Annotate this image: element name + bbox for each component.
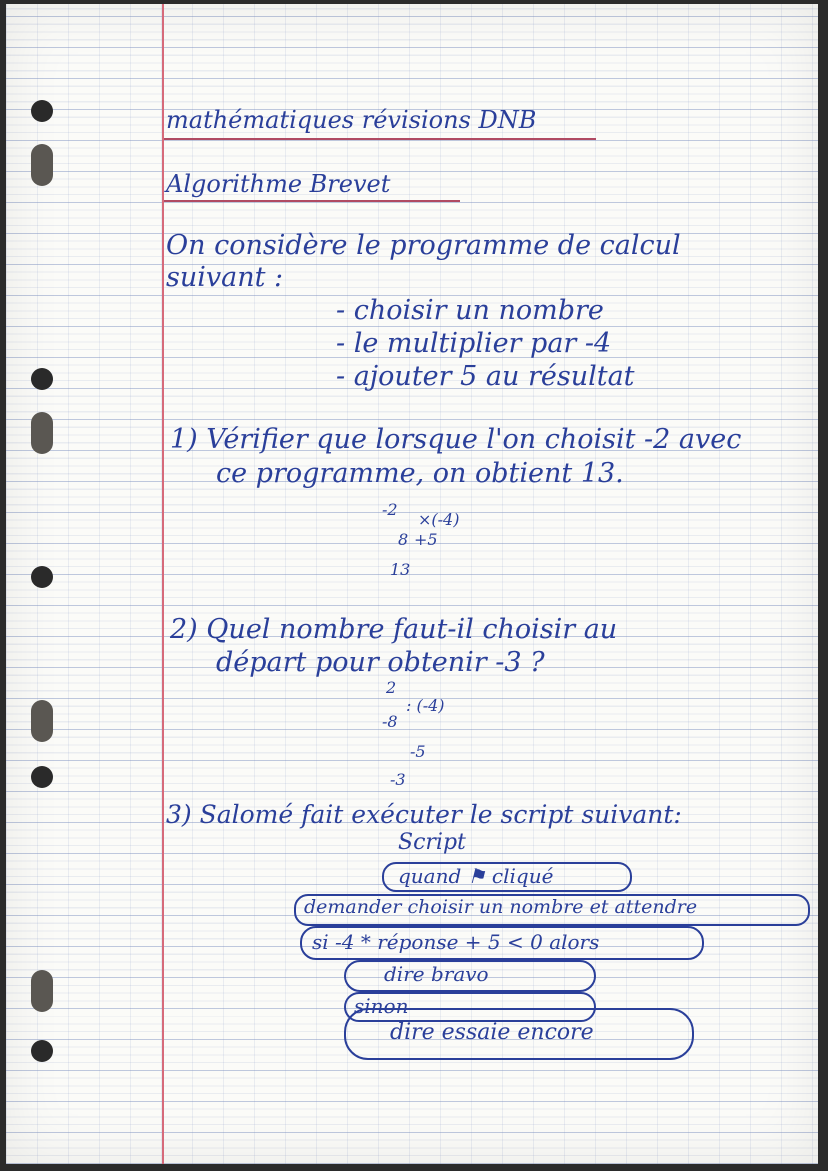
punch-hole xyxy=(31,566,53,588)
q2-answer: 2 xyxy=(386,678,397,697)
title-underline xyxy=(164,138,596,140)
q2-intermediate: -8 xyxy=(382,712,398,731)
script-block-text: quand ⚑ cliqué xyxy=(398,864,554,888)
question-1-line-2: ce programme, on obtient 13. xyxy=(216,458,624,489)
program-step-1: - choisir un nombre xyxy=(336,295,604,326)
q2-operation-1: : (-4) xyxy=(406,696,445,715)
script-block-text: dire essaie encore xyxy=(390,1020,594,1045)
script-block-text: sinon xyxy=(354,994,409,1018)
subtitle-underline xyxy=(164,200,460,202)
question-2-line-1: 2) Quel nombre faut-il choisir au xyxy=(170,614,618,645)
punch-hole xyxy=(31,100,53,122)
q1-result: 13 xyxy=(390,560,411,579)
punch-hole xyxy=(31,766,53,788)
q1-intermediate: 8 xyxy=(398,530,409,549)
punch-hole xyxy=(31,412,53,454)
intro-line-1: On considère le programme de calcul xyxy=(166,230,681,261)
script-title: Script xyxy=(398,830,466,855)
punch-hole xyxy=(31,970,53,1012)
q2-target: -3 xyxy=(390,770,406,789)
page-title: mathématiques révisions DNB xyxy=(166,106,537,134)
script-block-text: demander choisir un nombre et attendre xyxy=(304,896,698,918)
script-block-if xyxy=(300,926,704,960)
script-block-say-bravo xyxy=(344,960,596,992)
page-subtitle: Algorithme Brevet xyxy=(166,170,391,198)
notebook-page xyxy=(6,4,818,1164)
program-step-2: - le multiplier par -4 xyxy=(336,328,612,359)
q1-operation-1: ×(-4) xyxy=(418,510,460,529)
question-3-line-1: 3) Salomé fait exécuter le script suivant: xyxy=(166,800,682,829)
punch-hole xyxy=(31,1040,53,1062)
punch-hole xyxy=(31,144,53,186)
punch-hole xyxy=(31,368,53,390)
script-block-text: si -4 * réponse + 5 < 0 alors xyxy=(312,930,600,954)
q1-start-value: -2 xyxy=(382,500,398,519)
q2-operation-2: -5 xyxy=(410,742,426,761)
punch-hole xyxy=(31,700,53,742)
script-block-when-flag-clicked xyxy=(382,862,632,892)
q1-operation-2: +5 xyxy=(414,530,438,549)
script-block-ask-and-wait xyxy=(294,894,810,926)
question-1-line-1: 1) Vérifier que lorsque l'on choisit -2 avec xyxy=(170,424,742,455)
script-block-text: dire bravo xyxy=(384,962,489,986)
script-block-say-try-again xyxy=(344,1008,694,1060)
program-step-3: - ajouter 5 au résultat xyxy=(336,361,635,392)
intro-line-2: suivant : xyxy=(166,262,284,293)
margin-line xyxy=(162,4,164,1164)
question-2-line-2: départ pour obtenir -3 ? xyxy=(216,647,545,678)
